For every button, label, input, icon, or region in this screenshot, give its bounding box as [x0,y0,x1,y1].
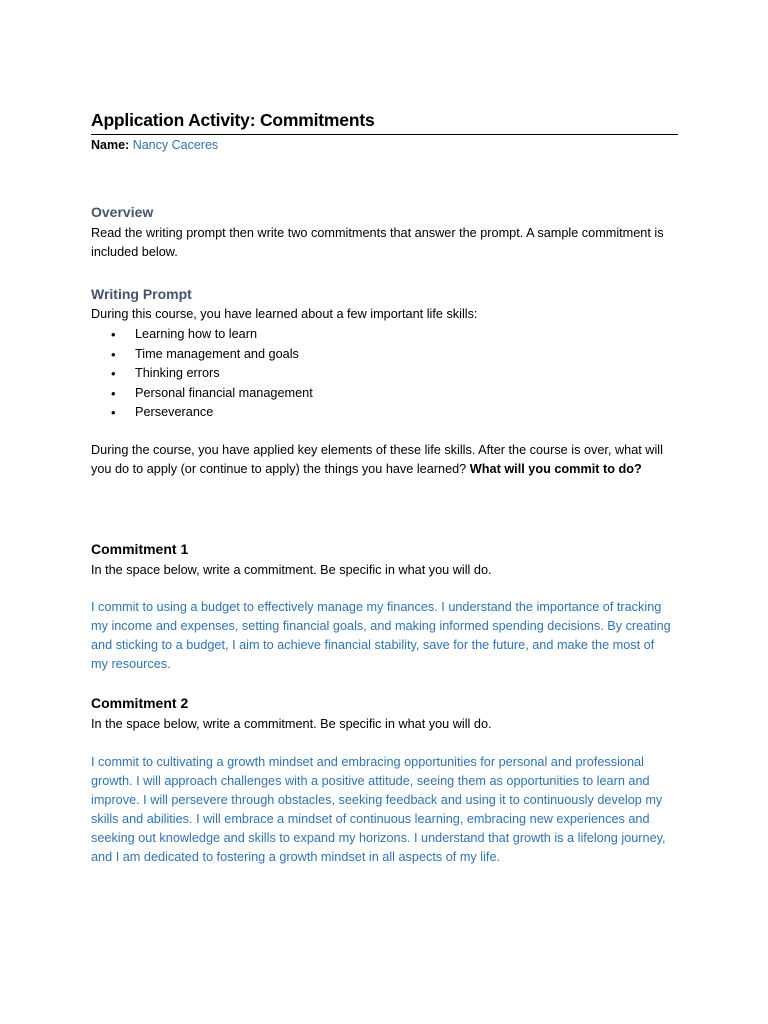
list-item: • Time management and goals [91,345,313,365]
name-line [91,138,218,152]
name-label: Name: [91,138,130,152]
commitment-1-instruction: In the space below, write a commitment. Be specific in what you will do. [91,563,492,577]
list-item: • Personal financial management [91,384,313,404]
commitment-2-response: I commit to cultivating a growth mindset and embracing opportunities for personal and professional growth. I will approach challenges with a positive attitude, seeing them as opportunities to learn and improve. I will persevere through obstacles, seeking feedback and using it to continuously develop my skills and abilities. I will embrace a mindset of continuous learning, embracing new experiences and seeking out knowledge and skills to expand my horizons. I understand that growth is a lifelong journey, and I am dedicated to fostering a growth mindset in all aspects of my life. [91,755,666,864]
bullet-icon: • [111,346,116,362]
bullet-icon: • [111,327,116,342]
bullet-icon: • [111,366,116,381]
commitment-2-instruction: In the space below, write a commitment. Be specific in what you will do. [91,717,492,731]
overview-text: Read the writing prompt then write two commitments that answer the prompt. A sample commitment is included below. [91,226,664,259]
writing-prompt-intro: During this course, you have learned about a few important life skills: [91,307,478,321]
overview-heading: Overview [91,204,154,220]
commitment-1-heading: Commitment 1 [91,541,189,557]
commitment-1-response: I commit to using a budget to effectively manage my finances. I understand the importance of tracking my income and expenses, setting financial goals, and making informed spending decisions. By creating and sticking to a budget, I aim to achieve financial stability, save for the future, and make the most of my resources. [91,600,671,671]
name-value: Nancy Caceres [132,138,219,152]
question-bold-text: What will you commit to do? [469,462,642,476]
writing-prompt-heading: Writing Prompt [91,286,192,302]
list-item: • Thinking errors [91,364,313,384]
document-title: Application Activity: Commitments [91,110,678,135]
list-item: • Learning how to learn [91,325,313,345]
life-skills-list [91,325,313,423]
writing-prompt-question: During the course, you have applied key elements of these life skills. After the course is over, what will you do to apply (or continue to apply) the things you have learned? What will you commit to do? [91,443,663,476]
commitment-2-heading: Commitment 2 [91,695,189,711]
bullet-icon: • [111,405,116,420]
bullet-icon: • [111,385,116,401]
list-item: • Perseverance [91,403,313,423]
